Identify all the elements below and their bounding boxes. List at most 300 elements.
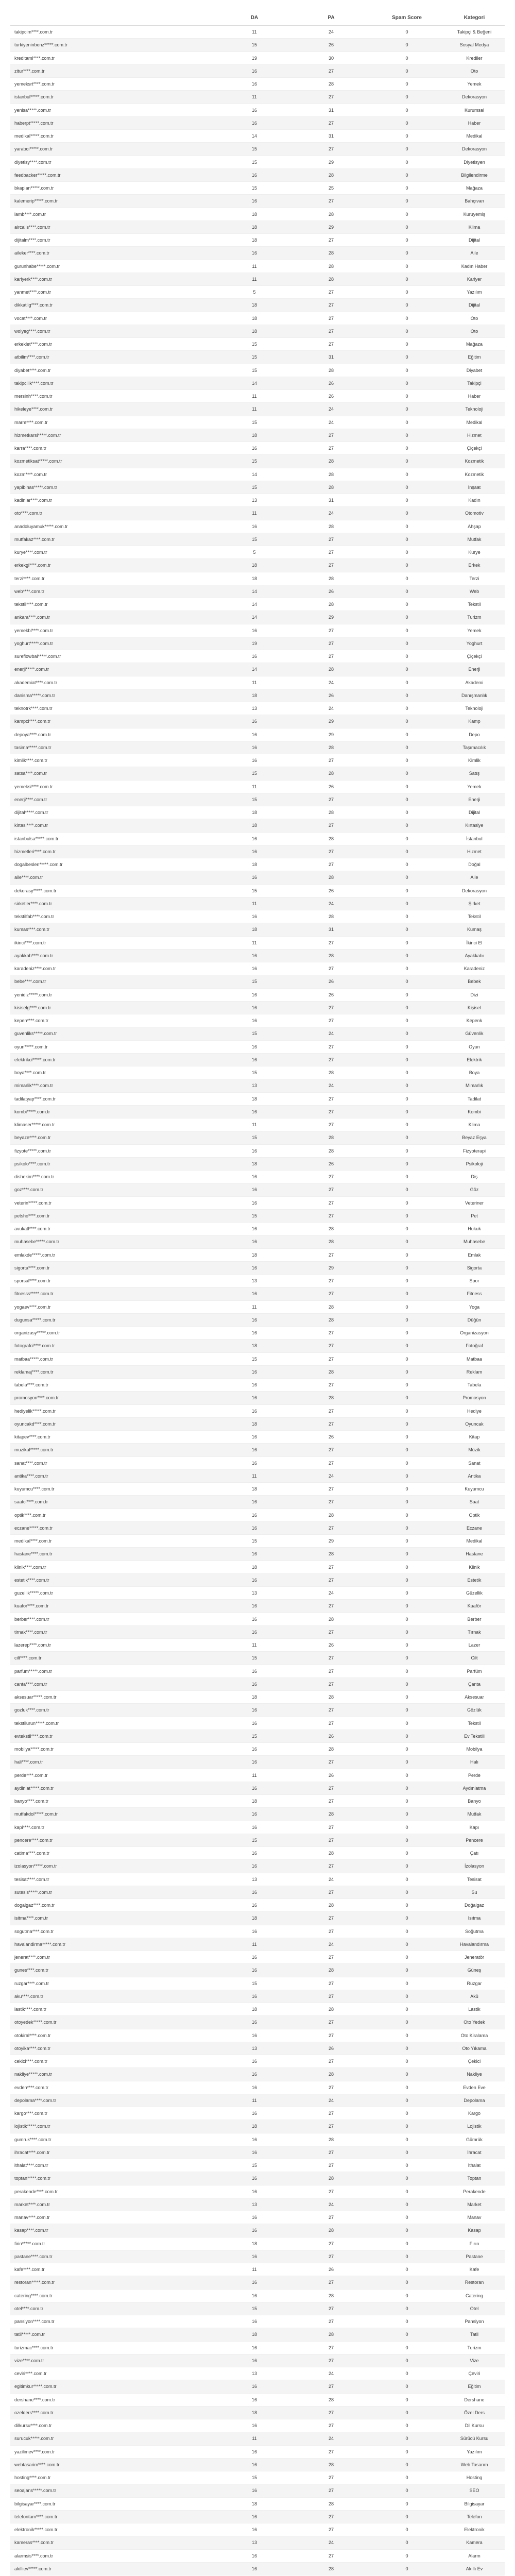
cell-domain: perakende****.com.tr <box>10 2185 216 2198</box>
table-row <box>10 1417 505 1430</box>
cell-da: 16 <box>216 1573 293 1586</box>
table-row <box>10 2445 505 2458</box>
cell-pa: 27 <box>293 1183 370 1196</box>
cell-da: 16 <box>216 988 293 1001</box>
cell-domain: feedbacker*****.com.tr <box>10 168 216 181</box>
cell-domain: kozm****.com.tr <box>10 468 216 481</box>
cell-pa: 26 <box>293 1769 370 1782</box>
cell-da: 16 <box>216 949 293 962</box>
cell-da: 16 <box>216 715 293 728</box>
cell-da: 16 <box>216 1379 293 1392</box>
column-header-domain[interactable] <box>10 10 216 26</box>
cell-spam-score: 0 <box>370 130 444 143</box>
cell-domain: istanbulsa*****.com.tr <box>10 832 216 845</box>
table-row <box>10 1521 505 1534</box>
cell-category: Promosyon <box>444 1392 505 1404</box>
cell-pa: 27 <box>293 1014 370 1027</box>
cell-spam-score: 0 <box>370 871 444 884</box>
cell-domain: medikal*****.com.tr <box>10 130 216 143</box>
cell-pa: 29 <box>293 1261 370 1274</box>
cell-da: 11 <box>216 1639 293 1652</box>
cell-domain: sigorta****.com.tr <box>10 1261 216 1274</box>
cell-spam-score: 0 <box>370 286 444 299</box>
cell-spam-score: 0 <box>370 2055 444 2068</box>
cell-category: Psikoloji <box>444 1157 505 1170</box>
cell-category: Estetik <box>444 1573 505 1586</box>
cell-domain: gurunhabe*****.com.tr <box>10 260 216 273</box>
cell-domain: manav****.com.tr <box>10 2211 216 2224</box>
table-row <box>10 1587 505 1600</box>
cell-da: 11 <box>216 2094 293 2107</box>
table-row <box>10 728 505 741</box>
cell-spam-score: 0 <box>370 1131 444 1144</box>
cell-da: 16 <box>216 1001 293 1014</box>
cell-pa: 28 <box>293 741 370 754</box>
table-row <box>10 455 505 468</box>
cell-da: 18 <box>216 1248 293 1261</box>
cell-pa: 27 <box>293 650 370 663</box>
cell-domain: hastane****.com.tr <box>10 1548 216 1561</box>
cell-category: Soğutma <box>444 1925 505 1938</box>
cell-domain: web****.com.tr <box>10 585 216 598</box>
table-row <box>10 1691 505 1704</box>
cell-category: Mobilya <box>444 1743 505 1756</box>
cell-spam-score: 0 <box>370 507 444 520</box>
cell-category: Toptan <box>444 2172 505 2185</box>
cell-da: 14 <box>216 598 293 611</box>
cell-da: 18 <box>216 2328 293 2341</box>
cell-pa: 28 <box>293 481 370 494</box>
table-row <box>10 2315 505 2328</box>
table-row <box>10 1352 505 1365</box>
cell-category: Lazer <box>444 1639 505 1652</box>
cell-spam-score: 0 <box>370 650 444 663</box>
cell-spam-score: 0 <box>370 1964 444 1977</box>
cell-category: Ayakkabı <box>444 949 505 962</box>
cell-pa: 27 <box>293 1573 370 1586</box>
cell-da: 13 <box>216 1275 293 1287</box>
cell-category: Perakende <box>444 2185 505 2198</box>
cell-domain: psikolo****.com.tr <box>10 1157 216 1170</box>
cell-domain: muhasebe*****.com.tr <box>10 1235 216 1248</box>
cell-domain: dilkursu****.com.tr <box>10 2419 216 2432</box>
cell-domain: tekstilfab****.com.tr <box>10 910 216 923</box>
cell-spam-score: 0 <box>370 2094 444 2107</box>
cell-category: Bebek <box>444 975 505 988</box>
cell-category: Yemek <box>444 78 505 91</box>
cell-da: 16 <box>216 2068 293 2081</box>
table-row <box>10 1235 505 1248</box>
table-row <box>10 2016 505 2029</box>
cell-da: 16 <box>216 1014 293 1027</box>
cell-spam-score: 0 <box>370 1235 444 1248</box>
cell-pa: 28 <box>293 2224 370 2237</box>
table-row <box>10 2523 505 2536</box>
cell-category: Klinik <box>444 1561 505 1573</box>
cell-spam-score: 0 <box>370 1704 444 1717</box>
table-row <box>10 806 505 819</box>
column-header-da[interactable]: DA <box>216 10 293 26</box>
cell-pa: 27 <box>293 793 370 806</box>
table-row <box>10 2081 505 2094</box>
cell-spam-score: 0 <box>370 403 444 416</box>
cell-spam-score: 0 <box>370 1677 444 1690</box>
cell-category: Oto Yıkama <box>444 2042 505 2055</box>
cell-da: 11 <box>216 897 293 910</box>
cell-category: Vize <box>444 2354 505 2367</box>
cell-da: 18 <box>216 2497 293 2510</box>
cell-domain: mobilya*****.com.tr <box>10 1743 216 1756</box>
cell-domain: aile****.com.tr <box>10 871 216 884</box>
table-row <box>10 2276 505 2289</box>
cell-spam-score: 0 <box>370 2029 444 2042</box>
cell-pa: 26 <box>293 1730 370 1742</box>
cell-category: Yazılım <box>444 286 505 299</box>
cell-category: Fotoğraf <box>444 1340 505 1352</box>
cell-domain: wolyeg****.com.tr <box>10 325 216 337</box>
cell-category: Yoga <box>444 1300 505 1313</box>
cell-spam-score: 0 <box>370 2458 444 2471</box>
table-row <box>10 1131 505 1144</box>
cell-spam-score: 0 <box>370 1223 444 1235</box>
cell-da: 18 <box>216 1795 293 1808</box>
cell-spam-score: 0 <box>370 273 444 285</box>
table-row <box>10 1261 505 1274</box>
cell-spam-score: 0 <box>370 2445 444 2458</box>
cell-pa: 27 <box>293 624 370 637</box>
cell-da: 16 <box>216 1665 293 1677</box>
cell-spam-score: 0 <box>370 1483 444 1496</box>
table-row <box>10 299 505 312</box>
cell-da: 15 <box>216 416 293 429</box>
cell-category: Kasap <box>444 2224 505 2237</box>
cell-spam-score: 0 <box>370 2185 444 2198</box>
cell-spam-score: 0 <box>370 2510 444 2523</box>
cell-spam-score: 0 <box>370 1300 444 1313</box>
cell-da: 16 <box>216 2029 293 2042</box>
table-row <box>10 637 505 650</box>
cell-spam-score: 0 <box>370 325 444 337</box>
cell-da: 18 <box>216 234 293 247</box>
cell-spam-score: 0 <box>370 1066 444 1079</box>
cell-spam-score: 0 <box>370 754 444 767</box>
cell-domain: dikkatlig****.com.tr <box>10 299 216 312</box>
cell-spam-score: 0 <box>370 923 444 936</box>
cell-category: Organizasyon <box>444 1327 505 1340</box>
cell-da: 16 <box>216 1404 293 1417</box>
cell-da: 18 <box>216 819 293 832</box>
cell-da: 13 <box>216 702 293 715</box>
cell-spam-score: 0 <box>370 2393 444 2406</box>
cell-domain: avukatl****.com.tr <box>10 1223 216 1235</box>
cell-da: 14 <box>216 663 293 676</box>
cell-category: Tekstil <box>444 598 505 611</box>
cell-domain: enerji*****.com.tr <box>10 663 216 676</box>
cell-category: Şirket <box>444 897 505 910</box>
cell-spam-score: 0 <box>370 1379 444 1392</box>
cell-category: Mağaza <box>444 338 505 351</box>
cell-da: 19 <box>216 52 293 64</box>
cell-spam-score: 0 <box>370 2068 444 2081</box>
cell-domain: sogutma****.com.tr <box>10 1925 216 1938</box>
cell-domain: sureflowbal*****.com.tr <box>10 650 216 663</box>
cell-pa: 28 <box>293 1131 370 1144</box>
cell-spam-score: 0 <box>370 1092 444 1105</box>
cell-da: 16 <box>216 2081 293 2094</box>
table-row <box>10 104 505 116</box>
cell-spam-score: 0 <box>370 637 444 650</box>
cell-category: Hukuk <box>444 1223 505 1235</box>
cell-spam-score: 0 <box>370 1834 444 1846</box>
cell-da: 15 <box>216 1834 293 1846</box>
cell-category: Güneş <box>444 1964 505 1977</box>
cell-domain: yazilimev****.com.tr <box>10 2445 216 2458</box>
cell-da: 16 <box>216 728 293 741</box>
cell-category: Oto Kiralama <box>444 2029 505 2042</box>
cell-spam-score: 0 <box>370 624 444 637</box>
cell-domain: tirnak****.com.tr <box>10 1625 216 1638</box>
cell-da: 18 <box>216 858 293 871</box>
cell-da: 16 <box>216 1860 293 1873</box>
cell-spam-score: 0 <box>370 377 444 389</box>
table-row <box>10 1105 505 1118</box>
cell-domain: takipcilik****.com.tr <box>10 377 216 389</box>
cell-pa: 31 <box>293 130 370 143</box>
cell-spam-score: 0 <box>370 182 444 195</box>
cell-spam-score: 0 <box>370 1040 444 1053</box>
cell-da: 18 <box>216 1092 293 1105</box>
cell-da: 18 <box>216 689 293 702</box>
cell-pa: 29 <box>293 715 370 728</box>
table-row <box>10 1613 505 1625</box>
cell-pa: 27 <box>293 312 370 325</box>
column-header-category[interactable]: Kategori <box>444 10 505 26</box>
table-row <box>10 1223 505 1235</box>
cell-pa: 24 <box>293 2432 370 2445</box>
cell-da: 11 <box>216 676 293 689</box>
cell-pa: 28 <box>293 168 370 181</box>
cell-spam-score: 0 <box>370 806 444 819</box>
column-header-spam-score[interactable]: Spam Score <box>370 10 444 26</box>
cell-spam-score: 0 <box>370 2133 444 2146</box>
cell-pa: 27 <box>293 325 370 337</box>
cell-spam-score: 0 <box>370 1912 444 1925</box>
cell-da: 16 <box>216 2354 293 2367</box>
cell-da: 13 <box>216 2198 293 2211</box>
cell-domain: kreditaml****.com.tr <box>10 52 216 64</box>
cell-spam-score: 0 <box>370 2016 444 2029</box>
cell-pa: 28 <box>293 260 370 273</box>
cell-pa: 27 <box>293 1001 370 1014</box>
cell-spam-score: 0 <box>370 1118 444 1131</box>
table-row <box>10 377 505 389</box>
cell-pa: 28 <box>293 208 370 221</box>
cell-domain: kampci****.com.tr <box>10 715 216 728</box>
table-row <box>10 260 505 273</box>
cell-da: 16 <box>216 2016 293 2029</box>
cell-spam-score: 0 <box>370 208 444 221</box>
cell-da: 16 <box>216 1144 293 1157</box>
cell-da: 11 <box>216 507 293 520</box>
cell-spam-score: 0 <box>370 416 444 429</box>
table-row <box>10 2458 505 2471</box>
table-row <box>10 2393 505 2406</box>
cell-domain: depoya****.com.tr <box>10 728 216 741</box>
cell-category: Diş <box>444 1171 505 1183</box>
cell-pa: 27 <box>293 91 370 104</box>
cell-category: Takipçi & Beğeni <box>444 26 505 39</box>
cell-da: 16 <box>216 2510 293 2523</box>
table-row <box>10 1847 505 1860</box>
table-row <box>10 39 505 52</box>
cell-da: 16 <box>216 2276 293 2289</box>
cell-da: 16 <box>216 1951 293 1964</box>
cell-domain: akademiat****.com.tr <box>10 676 216 689</box>
cell-domain: haberpt*****.com.tr <box>10 116 216 129</box>
cell-spam-score: 0 <box>370 1756 444 1769</box>
cell-spam-score: 0 <box>370 559 444 572</box>
cell-category: Haber <box>444 390 505 403</box>
cell-spam-score: 0 <box>370 1548 444 1561</box>
cell-pa: 29 <box>293 156 370 168</box>
cell-domain: terzi****.com.tr <box>10 572 216 585</box>
cell-category: Cilt <box>444 1652 505 1665</box>
cell-da: 16 <box>216 2393 293 2406</box>
table-row <box>10 949 505 962</box>
cell-da: 18 <box>216 221 293 233</box>
cell-da: 11 <box>216 1769 293 1782</box>
cell-category: Hastane <box>444 1548 505 1561</box>
cell-da: 18 <box>216 572 293 585</box>
table-row <box>10 1275 505 1287</box>
cell-da: 16 <box>216 2341 293 2354</box>
table-row <box>10 234 505 247</box>
cell-pa: 27 <box>293 1496 370 1509</box>
cell-da: 15 <box>216 2159 293 2172</box>
cell-domain: teknotrk****.com.tr <box>10 702 216 715</box>
cell-da: 15 <box>216 975 293 988</box>
cell-domain: kuyumcu****.com.tr <box>10 1483 216 1496</box>
cell-domain: dershane****.com.tr <box>10 2393 216 2406</box>
cell-domain: havalandirma*****.com.tr <box>10 1938 216 1951</box>
cell-domain: fotografci****.com.tr <box>10 1340 216 1352</box>
cell-pa: 27 <box>293 286 370 299</box>
cell-pa: 26 <box>293 39 370 52</box>
cell-pa: 28 <box>293 1899 370 1912</box>
table-row <box>10 1469 505 1482</box>
cell-category: Oto <box>444 64 505 77</box>
cell-da: 16 <box>216 168 293 181</box>
cell-domain: tatil*****.com.tr <box>10 2328 216 2341</box>
cell-pa: 28 <box>293 455 370 468</box>
cell-da: 16 <box>216 2484 293 2497</box>
table-row <box>10 702 505 715</box>
cell-spam-score: 0 <box>370 2003 444 2016</box>
column-header-pa[interactable]: PA <box>293 10 370 26</box>
cell-domain: enerji****.com.tr <box>10 793 216 806</box>
cell-category: Erkek <box>444 559 505 572</box>
table-row <box>10 351 505 364</box>
cell-domain: yanmet****.com.tr <box>10 286 216 299</box>
cell-spam-score: 0 <box>370 1261 444 1274</box>
cell-da: 16 <box>216 1990 293 2003</box>
cell-da: 15 <box>216 1730 293 1742</box>
cell-pa: 27 <box>293 1404 370 1417</box>
cell-da: 16 <box>216 1782 293 1794</box>
cell-spam-score: 0 <box>370 2497 444 2510</box>
cell-pa: 25 <box>293 182 370 195</box>
table-row <box>10 2497 505 2510</box>
table-row <box>10 2237 505 2250</box>
table-row <box>10 1287 505 1300</box>
table-row <box>10 1340 505 1352</box>
table-row <box>10 780 505 793</box>
cell-spam-score: 0 <box>370 143 444 156</box>
cell-spam-score: 0 <box>370 1469 444 1482</box>
cell-da: 13 <box>216 1587 293 1600</box>
cell-da: 16 <box>216 1613 293 1625</box>
table-row <box>10 468 505 481</box>
cell-spam-score: 0 <box>370 845 444 858</box>
cell-pa: 26 <box>293 2263 370 2276</box>
table-row <box>10 767 505 780</box>
cell-domain: banyo****.com.tr <box>10 1795 216 1808</box>
table-row <box>10 1600 505 1613</box>
cell-domain: fitnesss*****.com.tr <box>10 1287 216 1300</box>
cell-domain: isitma****.com.tr <box>10 1912 216 1925</box>
cell-pa: 27 <box>293 962 370 975</box>
cell-spam-score: 0 <box>370 351 444 364</box>
cell-category: Pastane <box>444 2250 505 2263</box>
cell-domain: mutfakdol*****.com.tr <box>10 1808 216 1821</box>
cell-category: Müzik <box>444 1444 505 1456</box>
cell-da: 18 <box>216 429 293 442</box>
cell-domain: market****.com.tr <box>10 2198 216 2211</box>
cell-domain: lamb****.com.tr <box>10 208 216 221</box>
cell-spam-score: 0 <box>370 2367 444 2380</box>
cell-category: Kozmetik <box>444 468 505 481</box>
table-row <box>10 2419 505 2432</box>
table-row <box>10 1808 505 1821</box>
cell-category: Dershane <box>444 2393 505 2406</box>
cell-category: Kadın <box>444 494 505 507</box>
table-row <box>10 1509 505 1521</box>
table-body <box>10 26 505 2576</box>
cell-domain: atbilim****.com.tr <box>10 351 216 364</box>
cell-domain: danisma*****.com.tr <box>10 689 216 702</box>
cell-pa: 27 <box>293 559 370 572</box>
cell-da: 15 <box>216 1131 293 1144</box>
cell-domain: ayakkab****.com.tr <box>10 949 216 962</box>
cell-domain: elektronik*****.com.tr <box>10 2523 216 2536</box>
cell-spam-score: 0 <box>370 1821 444 1834</box>
cell-domain: oyuncakd****.com.tr <box>10 1417 216 1430</box>
cell-da: 16 <box>216 845 293 858</box>
cell-spam-score: 0 <box>370 1951 444 1964</box>
table-row <box>10 559 505 572</box>
cell-category: Kuaför <box>444 1600 505 1613</box>
table-row <box>10 2172 505 2185</box>
cell-category: Dekorasyon <box>444 143 505 156</box>
cell-pa: 28 <box>293 767 370 780</box>
cell-pa: 27 <box>293 1521 370 1534</box>
cell-da: 13 <box>216 2536 293 2549</box>
cell-spam-score: 0 <box>370 2250 444 2263</box>
cell-pa: 31 <box>293 351 370 364</box>
cell-spam-score: 0 <box>370 312 444 325</box>
cell-spam-score: 0 <box>370 962 444 975</box>
cell-pa: 27 <box>293 1287 370 1300</box>
